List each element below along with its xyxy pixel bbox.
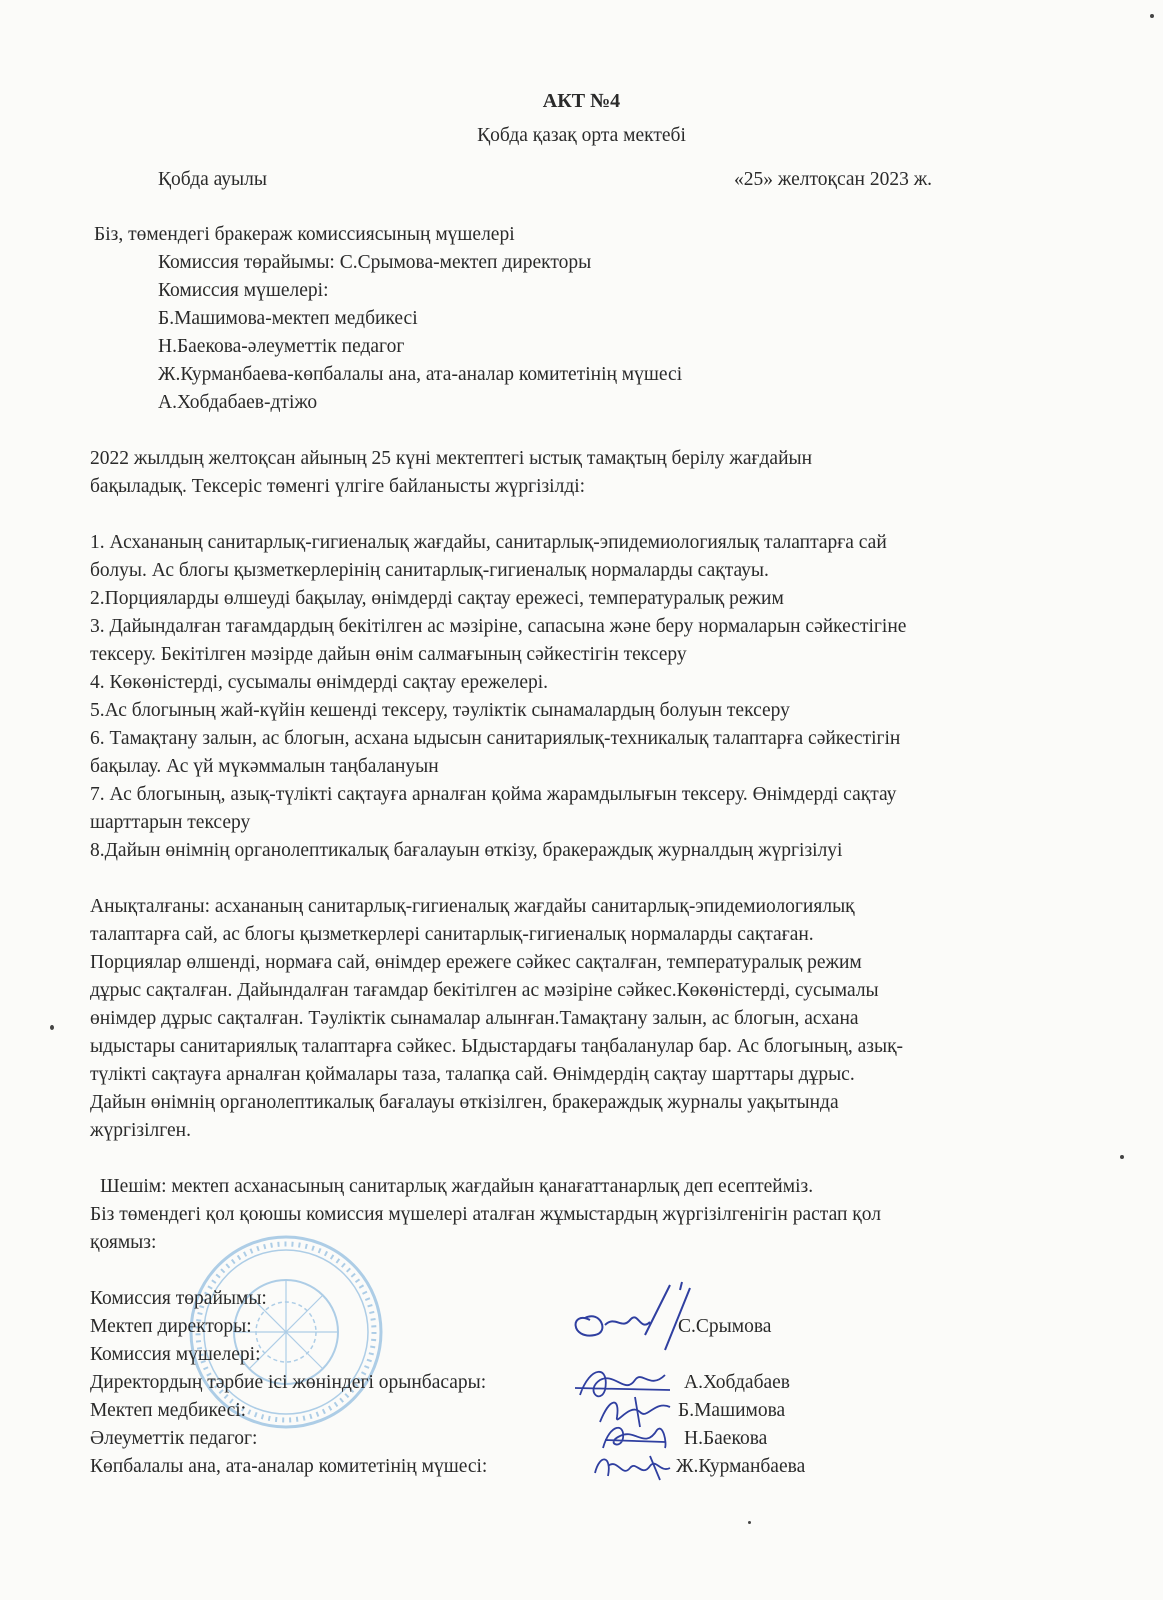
findings-line: өнімдер дұрыс сақталған. Тәуліктік сынамалар алынған.Тамақтану залын, ас блогын, асхана (90, 1008, 859, 1029)
checklist-line: 6. Тамақтану залын, ас блогын, асхана ыдысын санитариялық-техникалық талаптарға сәйкестігін (90, 728, 901, 749)
member-line: А.Хобдабаев-дтіжо (158, 392, 318, 413)
checklist-line: тексеру. Бекітілген мәзірде дайын өнім салмағының сәйкестігін тексеру (90, 644, 687, 665)
member-line: Н.Баекова-әлеуметтік педагог (158, 336, 405, 357)
school-name: Қобда қазақ орта мектебі (477, 125, 686, 146)
findings-line: Дайын өнімнің органолептикалық бағалауы өткізілген, бракераждық журналы уақытында (90, 1092, 839, 1113)
signature-role: Комиссия мүшелері: (90, 1344, 261, 1365)
intro-line: 2022 жылдың желтоқсан айының 25 күні мектептегі ыстық тамақтың берілу жағдайын (90, 448, 813, 469)
document-title: АКТ №4 (542, 90, 621, 112)
checklist-line: бақылау. Ас үй мүкәммалын таңбалануын (90, 756, 439, 777)
signature-name: С.Срымова (678, 1316, 772, 1337)
signature-name: Ж.Курманбаева (676, 1456, 806, 1477)
checklist-line: 1. Асхананың санитарлық-гигиеналық жағдайы, санитарлық-эпидемиологиялық талаптарға сай (90, 532, 887, 553)
intro-line: бақыладық. Тексеріс төменгі үлгіге байланысты жүргізілді: (90, 476, 586, 497)
commission-chair: Комиссия төрайымы: С.Срымова-мектеп директоры (158, 252, 592, 273)
checklist-line: 5.Ас блогының жай-күйін кешенді тексеру, тәуліктік сынамалардың болуын тексеру (90, 700, 790, 721)
member-line: Ж.Курманбаева-көпбалалы ана, ата-аналар комитетінің мүшесі (158, 364, 683, 385)
decision-line: Шешім: мектеп асханасының санитарлық жағдайын қанағаттанарлық деп есептейміз. (100, 1176, 814, 1197)
findings-line: дұрыс сақталған. Дайындалған тағамдар бекітілген ас мәзіріне сәйкес.Көкөністерді, сусымалы (90, 980, 879, 1001)
signature-role: Комиссия төрайымы: (90, 1288, 267, 1309)
director-signature (560, 1280, 710, 1360)
checklist-line: болуы. Ас блогы қызметкерлерінің санитарлық-гигиеналық нормаларды сақтауы. (90, 560, 769, 581)
scan-speck (1120, 1155, 1124, 1159)
signature-role: Көпбалалы ана, ата-аналар комитетінің мүшесі: (90, 1456, 488, 1477)
findings-line: талаптарға сай, ас блогы қызметкерлері санитарлық-гигиеналық нормаларды сақтаған. (90, 924, 814, 945)
checklist-line: 2.Порцияларды өлшеуді бақылау, өнімдерді сақтау ережесі, температуралық режим (90, 588, 784, 609)
document-date: «25» желтоқсан 2023 ж. (734, 169, 933, 190)
member-line: Б.Машимова-мектеп медбикесі (158, 308, 418, 329)
scan-speck (50, 1025, 54, 1030)
scan-speck (748, 1521, 751, 1524)
signature-name: А.Хобдабаев (684, 1372, 791, 1393)
decision-line: қоямыз: (90, 1232, 157, 1253)
checklist-line: 8.Дайын өнімнің органолептикалық бағалауын өткізу, бракераждық журналдың жүргізілуі (90, 840, 843, 861)
signature-role: Әлеуметтік педагог: (90, 1428, 258, 1449)
findings-line: Анықталғаны: асхананың санитарлық-гигиеналық жағдайы санитарлық-эпидемиологиялық (90, 896, 855, 917)
members-intro: Біз, төмендегі бракераж комиссиясының мүшелері (94, 224, 515, 245)
findings-line: жүргізілген. (90, 1120, 191, 1141)
signature-name: Н.Баекова (684, 1428, 768, 1449)
place-name: Қобда ауылы (158, 169, 267, 190)
signature-role: Мектеп медбикесі: (90, 1400, 247, 1421)
members-label: Комиссия мүшелері: (158, 280, 329, 301)
signature-role: Директордың тәрбие ісі жөніндегі орынбасары: (90, 1372, 487, 1393)
checklist-line: 3. Дайындалған тағамдардың бекітілген ас мәзіріне, сапасына және беру нормаларын сәйкестігіне (90, 616, 907, 637)
findings-line: түлікті сақтауға арналған қоймалары таза, талапқа сай. Өнімдердің сақтау шарттары дұрыс. (90, 1064, 855, 1085)
decision-line: Біз төмендегі қол қоюшы комиссия мүшелері аталған жұмыстардың жүргізілгенігін растап қол (90, 1204, 881, 1225)
checklist-line: 4. Көкөністерді, сусымалы өнімдерді сақтау ережелері. (90, 672, 549, 693)
signature-role: Мектеп директоры: (90, 1316, 252, 1337)
scan-speck (1150, 14, 1154, 18)
signature-name: Б.Машимова (678, 1400, 786, 1421)
findings-line: ыдыстары санитариялық талаптарға сәйкес. Ыдыстардағы таңбаланулар бар. Ас блогының, азық- (90, 1036, 904, 1057)
findings-line: Порциялар өлшенді, нормаға сай, өнімдер ережеге сәйкес сақталған, температуралық режим (90, 952, 862, 973)
parent-committee-signature (590, 1448, 680, 1488)
checklist-line: 7. Ас блогының, азық-түлікті сақтауға арналған қойма жарамдылығын тексеру. Өнімдерді сақтау (90, 784, 897, 805)
checklist-line: шарттарын тексеру (90, 812, 251, 833)
